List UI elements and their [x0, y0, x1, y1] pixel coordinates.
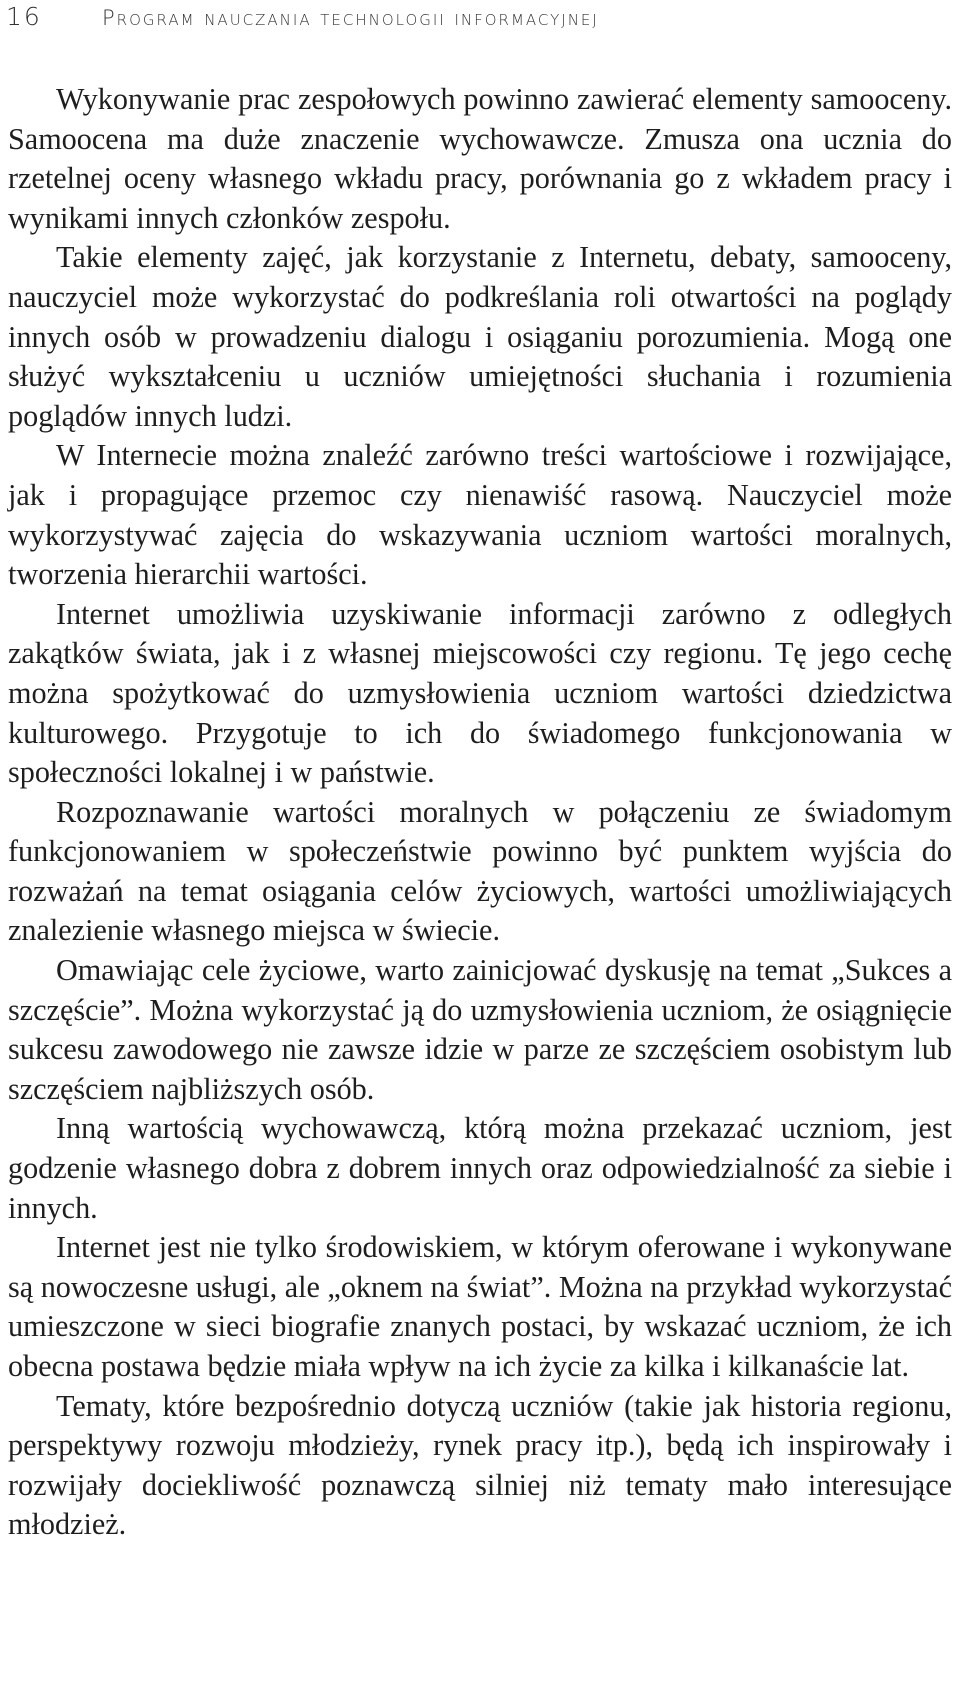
paragraph: W Internecie można znaleźć zarówno treści wartościowe i rozwijające, jak i propagujące przemoc czy nienawiść rasową. Nauczyciel może wykorzystywać zajęcia do wskazywania uczniom wartości moralnych, tworzenia hierarchii wartości.: [8, 438, 952, 592]
paragraph: Internet umożliwia uzyskiwanie informacji zarówno z odległych zakątków świata, jak i z własnej miejscowości czy regionu. Tę jego cechę można spożytkować do uzmysłowienia uczniom wartości dziedzictwa kulturowego. Przygotuje to ich do świadomego funkcjonowania w społeczności lokalnej i w państwie.: [8, 596, 952, 790]
page-number: 16: [6, 2, 42, 31]
paragraph: Rozpoznawanie wartości moralnych w połączeniu ze świadomym funkcjonowaniem w społeczeństwie powinno być punktem wyjścia do rozważań na temat osiągania celów życiowych, wartości umożliwiających znalezienie własnego miejsca w świecie.: [8, 794, 952, 948]
body-text: [8, 80, 952, 1545]
paragraph: Tematy, które bezpośrednio dotyczą uczniów (takie jak historia regionu, perspektywy rozwoju młodzieży, rynek pracy itp.), będą ich inspirowały i rozwijały dociekliwość poznawczą silniej niż tematy mało interesujące młodzież.: [8, 1388, 952, 1542]
paragraph: Internet jest nie tylko środowiskiem, w którym oferowane i wykonywane są nowoczesne usługi, ale „oknem na świat”. Można na przykład wykorzystać umieszczone w sieci biografie znanych postaci, by wskazać uczniom, że ich obecna postawa będzie miała wpływ na ich życie za kilka i kilkanaście lat.: [8, 1230, 952, 1383]
running-title: Program nauczania technologii informacyjnej: [102, 6, 599, 30]
paragraph: Inną wartością wychowawczą, którą można przekazać uczniom, jest godzenie własnego dobra z dobrem innych oraz odpowiedzialność za siebie i innych.: [8, 1111, 952, 1225]
running-header: [6, 2, 954, 36]
paragraph: Omawiając cele życiowe, warto zainicjować dyskusję na temat „Sukces a szczęście”. Można wykorzystać ją do uzmysłowienia uczniom, że osiągnięcie sukcesu zawodowego nie zawsze idzie w parze ze szczęściem osobistym lub szczęściem najbliższych osób.: [8, 953, 952, 1106]
paragraph: Wykonywanie prac zespołowych powinno zawierać elementy samooceny. Samoocena ma duże znaczenie wychowawcze. Zmusza ona ucznia do rzetelnej oceny własnego wkładu pracy, porównania go z wkładem pracy i wynikami innych członków zespołu.: [8, 82, 952, 235]
paragraph: Takie elementy zajęć, jak korzystanie z Internetu, debaty, samooceny, nauczyciel może wykorzystać do podkreślania roli otwartości na poglądy innych osób w prowadzeniu dialogu i osiąganiu porozumienia. Mogą one służyć wykształceniu u uczniów umiejętności słuchania i rozumienia poglądów innych ludzi.: [8, 240, 952, 433]
